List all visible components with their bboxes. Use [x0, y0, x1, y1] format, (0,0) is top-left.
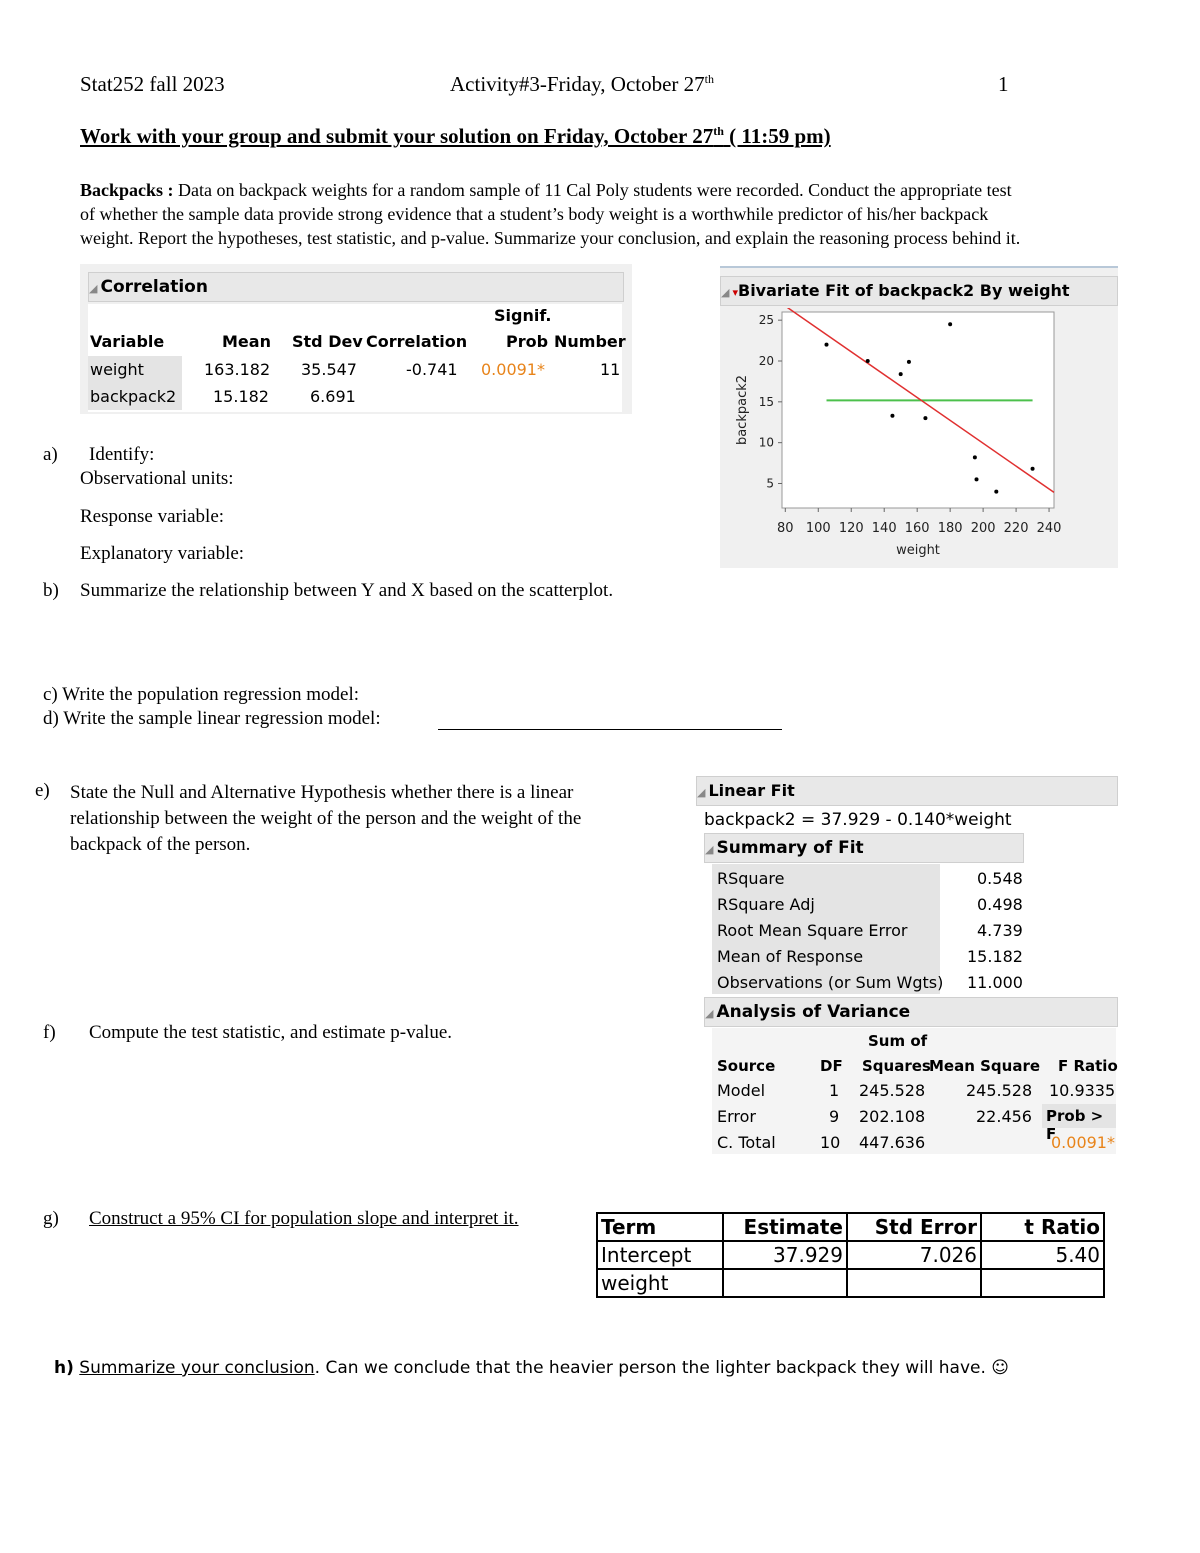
instructions-sup: th: [713, 124, 724, 138]
y-tick-label: 25: [758, 313, 774, 328]
param-col-estimate: Estimate: [723, 1213, 847, 1241]
param-tratio-weight[interactable]: [981, 1269, 1104, 1297]
param-stderr-weight[interactable]: [847, 1269, 981, 1297]
x-tick-label: 200: [970, 521, 996, 536]
param-estimate-weight[interactable]: [723, 1269, 847, 1297]
parameter-estimates-table: [596, 1212, 1105, 1298]
y-tick-label: 5: [766, 476, 774, 491]
summary-of-fit-title: Summary of Fit: [716, 838, 864, 858]
instructions-text: Work with your group and submit your solution on Friday, October 27: [80, 124, 714, 148]
anova-header[interactable]: [704, 997, 1118, 1027]
data-point: [866, 359, 870, 363]
col-signif: Signif.: [494, 306, 552, 325]
x-tick-label: 180: [937, 521, 963, 536]
anova-col-df: DF: [820, 1057, 843, 1075]
x-tick-label: 140: [871, 521, 897, 536]
q-h: [54, 1358, 1009, 1378]
disclosure-triangle-icon[interactable]: ◢: [721, 286, 730, 299]
problem-label: Backpacks :: [80, 180, 174, 200]
param-col-term: Term: [597, 1213, 723, 1241]
table-row: [597, 1241, 1104, 1269]
data-point: [899, 372, 903, 376]
q-h-label: h): [54, 1358, 74, 1378]
q-d-text: d) Write the sample linear regression model:: [43, 708, 381, 729]
col-correlation: Correlation: [366, 332, 468, 351]
q-e-line-2: relationship between the weight of the person and the weight of the: [70, 808, 582, 829]
x-tick-label: 240: [1036, 521, 1062, 536]
anova-ss-model: 245.528: [859, 1081, 926, 1100]
page-number: 1: [998, 72, 1009, 96]
col-variable: Variable: [90, 332, 165, 351]
problem-statement: [80, 178, 1150, 250]
data-point: [907, 360, 911, 364]
disclosure-triangle-icon[interactable]: ◢: [705, 843, 714, 856]
data-point: [948, 322, 952, 326]
q-g-label: g): [43, 1208, 59, 1229]
correlation-table: [88, 304, 626, 412]
summary-label-rmse: Root Mean Square Error: [717, 921, 908, 940]
anova-title: Analysis of Variance: [716, 1002, 911, 1022]
disclosure-triangle-icon[interactable]: ◢: [89, 282, 98, 295]
anova-col-source: Source: [717, 1057, 776, 1075]
param-term-weight: weight: [597, 1269, 723, 1297]
summary-value-observations: 11.000: [967, 973, 1023, 992]
col-prob: Prob: [506, 332, 549, 351]
linear-fit-title: Linear Fit: [708, 781, 795, 800]
x-tick-label: 120: [838, 521, 864, 536]
q-e-text: [70, 780, 581, 858]
problem-line-3: weight. Report the hypotheses, test statistic, and p-value. Summarize your conclusion, and explain the reasoning process behind it.: [80, 228, 1021, 248]
anova-col-ss-top: Sum of: [868, 1032, 928, 1050]
data-point: [923, 416, 927, 420]
anova-ms-model: 245.528: [966, 1081, 1033, 1100]
q-f-label: f): [43, 1022, 56, 1043]
anova-prob-f-label: Prob > F: [1046, 1107, 1104, 1143]
q-h-rest: . Can we conclude that the heavier person the lighter backpack they will have. ☺: [314, 1358, 1010, 1378]
summary-value-rmse: 4.739: [977, 921, 1023, 940]
q-f-text: Compute the test statistic, and estimate p-value.: [89, 1022, 453, 1043]
summary-label-rsquare-adj: RSquare Adj: [717, 895, 815, 914]
anova-col-ms: Mean Square: [929, 1057, 1041, 1075]
correlation-panel: [80, 264, 632, 414]
plot-frame: [782, 312, 1054, 508]
q-a-text: Identify:: [89, 444, 155, 465]
summary-label-rsquare: RSquare: [717, 869, 785, 888]
data-point: [994, 490, 998, 494]
summary-value-mean-response: 15.182: [967, 947, 1023, 966]
row-backpack-variable: backpack2: [90, 387, 177, 406]
bivariate-header[interactable]: [720, 276, 1118, 306]
y-axis-label: backpack2: [735, 374, 750, 446]
row-weight-mean: 163.182: [204, 360, 271, 379]
anova-col-ss: Squares: [862, 1057, 931, 1075]
q-c-text: c) Write the population regression model:: [43, 684, 359, 705]
anova-source-model: Model: [717, 1081, 766, 1100]
q-a-explanatory: Explanatory variable:: [80, 543, 245, 564]
correlation-title: Correlation: [100, 277, 208, 297]
q-h-underlined: Summarize your conclusion: [79, 1358, 315, 1378]
data-point: [973, 455, 977, 459]
q-g-text: Construct a 95% CI for population slope and interpret it.: [89, 1208, 519, 1229]
anova-col-f: F Ratio: [1058, 1057, 1118, 1075]
problem-line-1: [80, 178, 1150, 202]
anova-ms-error: 22.456: [976, 1107, 1032, 1126]
summary-label-mean-response: Mean of Response: [717, 947, 864, 966]
q-a-response: Response variable:: [80, 506, 225, 527]
row-backpack-mean: 15.182: [213, 387, 269, 406]
summary-label-observations: Observations (or Sum Wgts): [717, 973, 944, 992]
x-tick-label: 220: [1003, 521, 1029, 536]
y-tick-label: 15: [758, 394, 774, 409]
chart-title: Bivariate Fit of backpack2 By weight: [738, 281, 1070, 300]
y-tick-label: 20: [758, 354, 774, 368]
anova-df-total: 10: [820, 1133, 841, 1152]
anova-df-error: 9: [829, 1107, 840, 1126]
correlation-header[interactable]: [88, 272, 624, 302]
anova-source-error: Error: [717, 1107, 756, 1126]
scatter-plot: [720, 308, 1118, 566]
param-term-intercept: Intercept: [597, 1241, 723, 1269]
answer-blank-line[interactable]: [438, 729, 782, 730]
q-e-line-1: State the Null and Alternative Hypothesis whether there is a linear: [70, 782, 574, 803]
q-e-label: e): [35, 780, 50, 801]
q-b-text: Summarize the relationship between Y and X based on the scatterplot.: [80, 580, 614, 601]
param-col-tratio: t Ratio: [981, 1213, 1104, 1241]
q-e-line-3: backpack of the person.: [70, 834, 251, 855]
instructions: [80, 124, 831, 149]
linear-fit-panel: [696, 776, 1118, 1154]
col-mean: Mean: [222, 332, 271, 351]
row-weight-correlation: -0.741: [406, 360, 458, 379]
data-point: [825, 343, 829, 347]
param-tratio-intercept: 5.40: [981, 1241, 1104, 1269]
red-menu-icon[interactable]: ▾: [732, 286, 738, 299]
param-stderr-intercept: 7.026: [847, 1241, 981, 1269]
row-weight-prob: 0.0091*: [481, 360, 545, 379]
row-backpack-stddev: 6.691: [310, 387, 356, 406]
linear-fit-header[interactable]: [696, 776, 1118, 806]
activity-title-text: Activity#3-Friday, October 27: [450, 72, 705, 96]
row-weight-variable: weight: [90, 360, 144, 379]
y-tick-label: 10: [758, 435, 774, 450]
bivariate-panel: [720, 266, 1118, 568]
disclosure-triangle-icon[interactable]: ◢: [697, 786, 706, 799]
fit-equation: backpack2 = 37.929 - 0.140*weight: [704, 810, 1012, 830]
param-header-row: [597, 1213, 1104, 1241]
q-a-observational: Observational units:: [80, 468, 234, 489]
anova-ss-total: 447.636: [859, 1133, 926, 1152]
summary-value-rsquare-adj: 0.498: [977, 895, 1023, 914]
row-weight-stddev: 35.547: [301, 360, 357, 379]
row-weight-number: 11: [600, 360, 621, 379]
anova-df-model: 1: [829, 1081, 840, 1100]
course-title: Stat252 fall 2023: [80, 72, 225, 96]
param-estimate-intercept: 37.929: [723, 1241, 847, 1269]
data-point: [890, 414, 894, 418]
summary-value-rsquare: 0.548: [977, 869, 1023, 888]
data-point: [975, 477, 979, 481]
param-col-stderr: Std Error: [847, 1213, 981, 1241]
instructions-time: ( 11:59 pm): [723, 124, 831, 148]
q-a-label: a): [43, 444, 58, 465]
x-tick-label: 100: [805, 521, 831, 536]
anova-source-total: C. Total: [717, 1133, 776, 1152]
q-b-label: b): [43, 580, 59, 601]
summary-of-fit-header[interactable]: [704, 833, 1024, 863]
col-std-dev: Std Dev: [292, 332, 363, 351]
col-number: Number: [554, 332, 626, 351]
activity-title: [450, 72, 714, 97]
table-row: [597, 1269, 1104, 1297]
anova-f-model: 10.9335: [1049, 1081, 1116, 1100]
disclosure-triangle-icon[interactable]: ◢: [705, 1007, 714, 1020]
anova-ss-error: 202.108: [859, 1107, 926, 1126]
x-axis-label: weight: [896, 543, 940, 558]
x-tick-label: 160: [904, 521, 930, 536]
anova-prob-f-value: 0.0091*: [1051, 1133, 1115, 1152]
problem-line-2: of whether the sample data provide strong evidence that a student’s body weight is a worthwhile predictor of his/her backpack: [80, 204, 989, 224]
activity-title-sup: th: [704, 72, 715, 86]
problem-line-1-text: Data on backpack weights for a random sample of 11 Cal Poly students were recorded. Conduct the appropriate test: [173, 180, 1012, 200]
x-tick-label: 80: [777, 521, 794, 536]
data-point: [1031, 467, 1035, 471]
